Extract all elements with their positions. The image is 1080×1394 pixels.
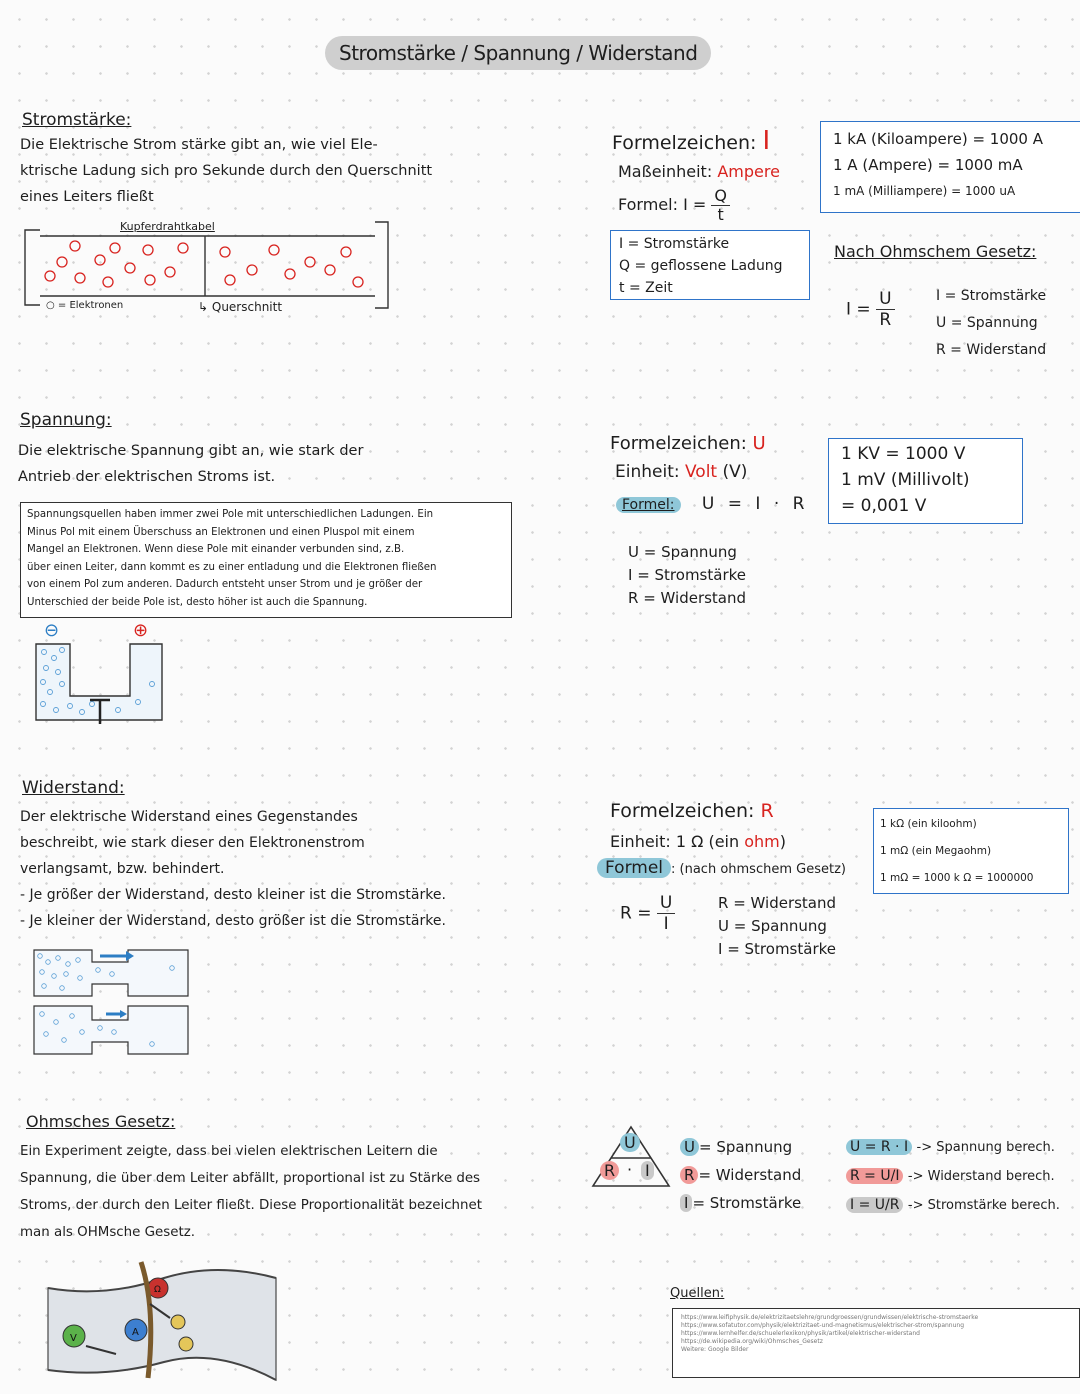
section-heading-spannung: Spannung: [20,410,112,430]
formula-symbol: I [762,126,771,156]
stromstaerke-description [20,132,460,210]
source-line: https://www.lernhelfer.de/schuelerlexikon/physik/artikel/elektrischer-widerstand [681,1330,920,1337]
text-line: verlangsamt, bzw. behindert. [20,861,225,877]
bullet-line: - Je größer der Widerstand, desto kleiner ist die Stromstärke. [20,887,446,903]
formula-denominator: I [663,914,669,934]
formula-numerator: Q [711,187,730,206]
cross-section-label: ↳ Querschnitt [198,300,283,314]
formula-line [846,1191,1078,1220]
formula-symbol-row [612,126,770,156]
unit-symbol: (V) [722,462,748,482]
legend-text: = Widerstand [698,1166,802,1184]
svg-text:Ω: Ω [154,1285,161,1295]
formula-row [616,494,804,514]
cable-label: Kupferdrahtkabel [120,220,215,233]
formula-rhs: -> Stromstärke berech. [907,1198,1060,1213]
unit-value: ohm [744,832,780,851]
unit-row [610,832,786,851]
unit-label: Maßeinheit: [618,162,713,181]
formula-symbol-label: Formelzeichen: [610,433,747,454]
info-line: über einen Leiter, dann kommt es zu einer entladung und die Elektronen fließen [27,561,437,573]
text-line: Antrieb der elektrischen Stroms ist. [18,469,276,485]
spannung-info-box [20,502,512,618]
conversion-line: 1 kA (Kiloampere) = 1000 A [833,130,1044,148]
text-line: Die Elektrische Strom stärke gibt an, wie viel Ele- [20,137,378,153]
formula-row [597,858,846,878]
legend-text: = Spannung [698,1138,793,1156]
formula-line [846,1162,1078,1191]
ohm-formula-list [846,1133,1078,1220]
legend-line: U = Spannung [718,917,827,935]
ohm-formula-lhs: I = [846,299,871,320]
legend-line [680,1161,801,1189]
source-line: Weitere: Google Bilder [681,1346,749,1353]
ohm-heading: Nach Ohmschem Gesetz: [834,242,1037,261]
conversion-line: 1 KV = 1000 V [841,444,966,464]
legend-line: R = Widerstand [936,342,1047,358]
formula-lhs: I = [683,195,707,214]
svg-text:A: A [132,1327,139,1338]
legend-line: Q = geflossene Ladung [619,258,783,274]
u-tube-diagram [34,640,166,724]
sources-box [672,1308,1080,1378]
formula-numerator: U [657,893,675,914]
info-line: von einem Pol zum anderen. Dadurch entsteht unser Strom und je größer der [27,579,423,590]
formula-row [618,187,730,224]
unit-row [618,162,780,181]
resistance-diagram [32,948,192,1058]
unit-label: Einheit: 1 Ω (ein [610,832,740,851]
conversion-line: 1 mΩ = 1000 k Ω = 1000000 [880,872,1034,884]
text-line: man als OHMsche Gesetz. [20,1225,196,1240]
ohm-legend [936,283,1046,364]
formula-lhs: R = [620,903,652,924]
legend-line: I = Stromstärke [718,940,836,958]
legend-symbol: R [680,1166,698,1184]
legend-line: I = Stromstärke [619,236,730,252]
text-line: eines Leiters fließt [20,189,154,205]
formula-denominator: t [717,205,724,224]
formula-note: : (nach ohmschem Gesetz) [671,862,846,877]
conversion-line: = 0,001 V [841,496,927,516]
legend-line [680,1189,801,1217]
section-heading-stromstaerke: Stromstärke: [22,110,132,130]
formula-symbol: R [760,800,774,822]
legend-symbol: I [680,1194,692,1212]
spannung-legend [628,541,746,610]
triangle-dot: · [627,1160,633,1179]
ohm-numerator: U [876,289,894,310]
plus-pole-icon: ⊕ [133,620,149,641]
electron-legend: ○ = Elektronen [46,300,124,311]
unit-value: Ampere [717,162,780,181]
ohm-denominator: R [879,310,892,330]
spannung-description [18,438,458,490]
info-line: Spannungsquellen haben immer zwei Pole mit unterschiedlichen Ladungen. Ein [27,509,434,520]
widerstand-formula [620,893,675,934]
formula-line [846,1133,1078,1162]
legend-line: U = Spannung [628,543,737,561]
info-line: Mangel an Elektronen. Wenn diese Pole mit einander verbunden sind, z.B. [27,544,405,555]
conversion-line: 1 mV (Millivolt) [841,470,970,490]
text-line: ktrische Ladung sich pro Sekunde durch den Querschnitt [20,163,433,179]
bullet-line: - Je kleiner der Widerstand, desto größer ist die Stromstärke. [20,913,446,929]
text-line: Ein Experiment zeigte, dass bei vielen elektrischen Leitern die [20,1144,438,1159]
stromstaerke-legend-box [610,230,810,300]
formula-label: Formel: [616,497,681,513]
triangle-right-symbol: I [641,1161,654,1180]
page-title: Stromstärke / Spannung / Widerstand [325,36,711,70]
legend-symbol: U [680,1138,699,1156]
formula-lhs: I = U/R [846,1197,903,1213]
conversion-line: 1 mΩ (ein Megaohm) [880,845,992,857]
text-line: beschreibt, wie stark dieser den Elektronenstrom [20,835,365,851]
legend-text: = Stromstärke [692,1194,802,1212]
legend-line: R = Widerstand [628,589,747,607]
section-heading-ohmsches-gesetz: Ohmsches Gesetz: [26,1112,176,1131]
widerstand-description [20,804,480,934]
legend-line: I = Stromstärke [936,288,1047,304]
svg-text:V: V [70,1333,77,1344]
text-line: Die elektrische Spannung gibt an, wie stark der [18,443,364,459]
text-line: Stroms, der durch den Leiter fließt. Diese Proportionalität bezeichnet [20,1198,482,1213]
formula-symbol-label: Formelzeichen: [610,800,755,822]
sources-heading: Quellen: [670,1286,725,1301]
source-line: https://www.leifiphysik.de/elektrizitaetslehre/grundgroessen/grundwissen/elektrische-stromstaerke [681,1314,979,1321]
legend-line: U = Spannung [936,315,1038,331]
legend-line: R = Widerstand [718,894,837,912]
conversion-line: 1 A (Ampere) = 1000 mA [833,156,1023,174]
source-line: https://de.wikipedia.org/wiki/Ohmsches_Gesetz [681,1338,823,1345]
legend-line: t = Zeit [619,280,673,296]
ohm-formula [846,289,895,330]
minus-pole-icon: ⊖ [44,620,60,641]
ohm-law-illustration [46,1258,282,1386]
formula-rhs: -> Spannung berech. [916,1140,1055,1155]
formula-label: Formel: [618,195,678,214]
formula-lhs: R = U/I [846,1168,903,1184]
formula-lhs: U = R · I [846,1139,912,1155]
formula-symbol-row [610,433,766,454]
conversion-line: 1 mA (Milliampere) = 1000 uA [833,184,1016,198]
ampere-conversion-box [820,121,1080,213]
conversion-line: 1 kΩ (ein kiloohm) [880,818,977,830]
triangle-left-symbol: R [600,1161,619,1180]
ohm-triangle-legend [680,1133,801,1217]
section-heading-widerstand: Widerstand: [22,778,125,798]
formula-symbol-label: Formelzeichen: [612,132,757,154]
legend-line: I = Stromstärke [628,566,746,584]
info-line: Unterschied der beide Pole ist, desto höher ist auch die Spannung. [27,596,368,608]
unit-row [615,462,747,482]
formula: U = I · R [701,494,805,514]
unit-value: Volt [685,462,718,482]
unit-label: Einheit: [615,462,680,482]
info-line: Minus Pol mit einem Überschuss an Elektronen und einen Pluspol mit einem [27,526,415,538]
triangle-top-symbol: U [620,1133,640,1152]
unit-close: ) [779,832,786,851]
volt-conversion-box [828,438,1023,524]
formula-symbol-row [610,800,774,822]
text-line: Spannung, die über dem Leiter abfällt, proportional ist zu Stärke des [20,1171,481,1186]
text-line: Der elektrische Widerstand eines Gegenstandes [20,809,358,825]
widerstand-legend [718,892,836,961]
ohmsches-gesetz-description [20,1138,490,1246]
source-line: https://www.sofatutor.com/physik/elektrizitaet-und-magnetismus/elektrischer-strom/spannung [681,1322,965,1329]
ohm-conversion-box [873,808,1069,894]
formula-symbol: U [752,433,766,454]
electron-group [45,241,363,287]
formula-label: Formel [597,858,671,878]
legend-line [680,1133,801,1161]
formula-rhs: -> Widerstand berech. [907,1169,1055,1184]
